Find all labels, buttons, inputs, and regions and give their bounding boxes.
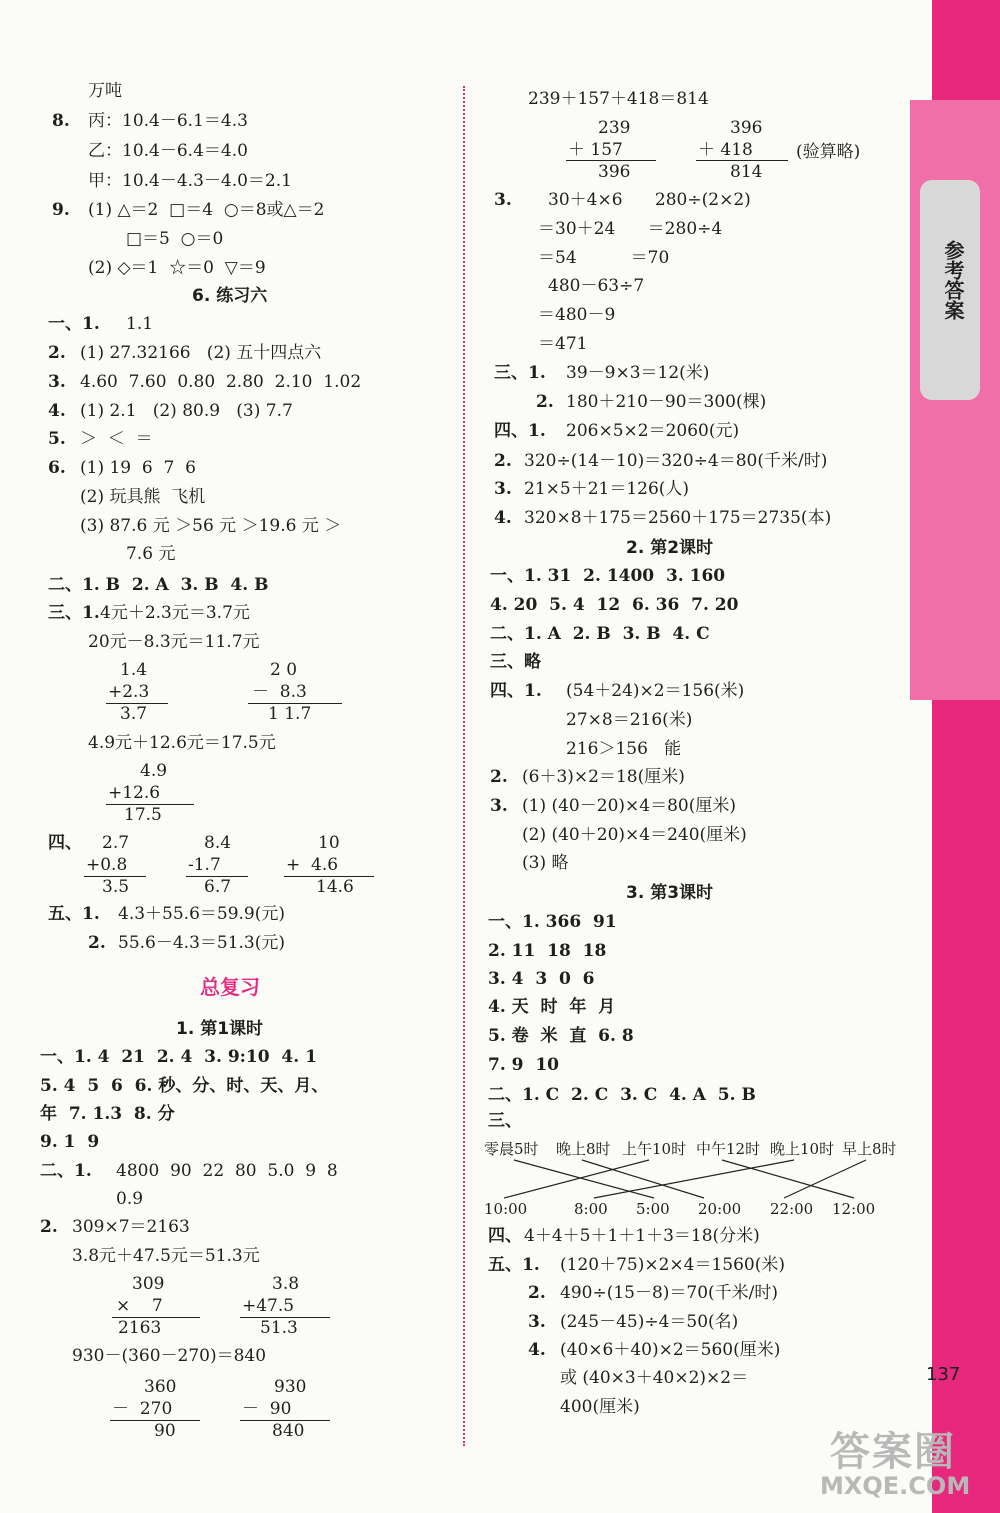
calc-row: 10 (318, 833, 340, 853)
text-line: ＝471 (538, 334, 588, 354)
text-line: 55.6－4.3＝51.3(元) (118, 933, 286, 953)
calc-row: 396 (730, 118, 763, 138)
item-number: 2. (490, 767, 508, 787)
match-bottom-label: 10:00 (484, 1200, 528, 1218)
text-line: 206×5×2＝2060(元) (566, 421, 740, 441)
match-top-label: 零晨5时 (484, 1140, 539, 1158)
text-line: (40×6＋40)×2＝560(厘米) (560, 1340, 781, 1360)
item-number: 2. (494, 451, 512, 471)
match-bottom-label: 5:00 (636, 1200, 670, 1218)
item-number: 2. (40, 1217, 58, 1237)
calc-row: － 90 (242, 1399, 292, 1419)
calc-row: 2.7 (102, 833, 130, 853)
text-line: 4.3＋55.6＝59.9(元) (118, 904, 286, 924)
text-line: 21×5＋21＝126(人) (524, 479, 690, 499)
calc-row: +12.6 (108, 783, 161, 803)
text-line: ＝30＋24 ＝280÷4 (538, 219, 723, 239)
calc-row: 360 (144, 1377, 177, 1397)
calc-row: +2.3 (108, 682, 150, 702)
calc-row: + 4.6 (286, 855, 339, 875)
text-line: 239＋157＋418＝814 (528, 89, 709, 109)
text-line: (2) (40＋20)×4＝240(厘米) (522, 825, 747, 845)
text-line: (120＋75)×2×4＝1560(米) (560, 1255, 785, 1275)
item-number: 2. (536, 392, 554, 412)
item-number: 三、1. (494, 363, 546, 383)
item-number: 4. (494, 508, 512, 528)
text-line: (54＋24)×2＝156(米) (566, 681, 745, 701)
text-line: (3) 略 (522, 853, 569, 873)
text-line: 一、1. 4 21 2. 4 3. 9:10 4. 1 (40, 1047, 317, 1067)
text-line: 或 (40×3＋40×2)×2＝ (560, 1368, 749, 1388)
text-line: 9. 1 9 (40, 1132, 100, 1152)
text-line: 4＋4＋5＋1＋1＋3＝18(分米) (524, 1226, 760, 1246)
match-top-label: 中午12时 (696, 1140, 761, 1158)
calc-result: 1 1.7 (268, 704, 312, 724)
text-line: 2. 11 18 18 (488, 941, 607, 961)
text-line: (1) (40－20)×4＝80(厘米) (522, 796, 736, 816)
text-line: 4.9元＋12.6元＝17.5元 (88, 733, 276, 753)
calc-result: 396 (598, 162, 631, 182)
side-tab-label: 参考答案 (941, 240, 965, 320)
calc-result: 814 (730, 162, 763, 182)
calc-row: +47.5 (242, 1296, 295, 1316)
item-number: 三、1. (48, 603, 100, 623)
text-line: (6＋3)×2＝18(厘米) (522, 767, 685, 787)
text-line: 年 7. 1.3 8. 分 (40, 1104, 175, 1124)
calc-result: 6.7 (204, 877, 232, 897)
calc-row: +0.8 (86, 855, 128, 875)
text-line: 309×7＝2163 (72, 1217, 190, 1237)
calc-result: 17.5 (124, 805, 162, 825)
text-line: ＝54 ＝70 (538, 248, 670, 268)
calc-row: 309 (132, 1274, 165, 1294)
text-line: 320÷(14－10)＝320÷4＝80(千米/时) (524, 451, 828, 471)
match-top-label: 晚上10时 (770, 1140, 835, 1158)
text-line: 万吨 (88, 81, 122, 101)
match-top-label: 晚上8时 (556, 1140, 611, 1158)
match-bottom-label: 22:00 (770, 1200, 814, 1218)
text-line: 甲：10.4－4.3－4.0＝2.1 (88, 171, 292, 191)
text-line: 5. 4 5 6 6. 秒、分、时、天、月、 (40, 1076, 329, 1096)
calc-row: 239 (598, 118, 631, 138)
text-line: 4元＋2.3元＝3.7元 (100, 603, 250, 623)
item-number: 3. (490, 796, 508, 816)
text-line: 4. 天 时 年 月 (488, 997, 616, 1017)
text-line: 0.9 (116, 1189, 144, 1209)
watermark-main: 答案圈 (830, 1429, 956, 1475)
item-number: 6. (48, 458, 66, 478)
text-line: 1.1 (126, 314, 154, 334)
item-number: 8. (52, 111, 70, 131)
text-line: 930－(360－270)＝840 (72, 1346, 267, 1366)
watermark-sub: MXQE.COM (820, 1472, 971, 1500)
text-line: 二、1. C 2. C 3. C 4. A 5. B (488, 1085, 756, 1105)
calc-result: 3.5 (102, 877, 130, 897)
text-line: 400(厘米) (560, 1397, 640, 1417)
calc-result: 3.7 (120, 704, 148, 724)
calc-row: 2 0 (270, 660, 298, 680)
text-line: 4.60 7.60 0.80 2.80 2.10 1.02 (80, 372, 362, 392)
calc-result: 14.6 (316, 877, 354, 897)
match-bottom-label: 8:00 (574, 1200, 608, 1218)
text-line: (1) 2.1 (2) 80.9 (3) 7.7 (80, 401, 293, 421)
item-number: 五、1. (488, 1255, 540, 1275)
item-number: 2. (528, 1283, 546, 1303)
text-line: 乙：10.4－6.4＝4.0 (88, 141, 248, 161)
item-number: 五、1. (48, 904, 100, 924)
column-divider (463, 86, 465, 1446)
match-bottom-label: 12:00 (832, 1200, 876, 1218)
text-line: 180＋210－90＝300(棵) (566, 392, 767, 412)
text-line: 3. 4 3 0 6 (488, 969, 595, 989)
text-line: (245－45)÷4＝50(名) (560, 1312, 739, 1332)
item-number: 四、1. (494, 421, 546, 441)
calc-row: 1.4 (120, 660, 148, 680)
match-bottom-label: 20:00 (698, 1200, 742, 1218)
text-line: ＝480－9 (538, 305, 616, 325)
section-heading: 1. 第1课时 (176, 1019, 264, 1039)
calc-row: 8.4 (204, 833, 232, 853)
item-number: 二、1. (40, 1161, 92, 1181)
calc-row: 4.9 (140, 761, 168, 781)
text-line: 490÷(15－8)＝70(千米/时) (560, 1283, 779, 1303)
text-line: 丙：10.4－6.1＝4.3 (88, 111, 248, 131)
text-line: (3) 87.6 元 ＞56 元 ＞19.6 元 ＞ (80, 516, 342, 536)
text-line: 27×8＝216(米) (566, 710, 693, 730)
item-number: 3. (494, 190, 512, 210)
text-line: 二、1. A 2. B 3. B 4. C (490, 624, 710, 644)
section-heading: 6. 练习六 (192, 286, 268, 306)
text-line: 7.6 元 (126, 544, 176, 564)
text-line: 7. 9 10 (488, 1055, 559, 1075)
text-line: (1) 27.32166 (2) 五十四点六 (80, 343, 322, 363)
item-number: 四、 (48, 833, 82, 853)
text-line: (1) 19 6 7 6 (80, 458, 196, 478)
match-top-label: 上午10时 (622, 1140, 687, 1158)
item-number: 4. (528, 1340, 546, 1360)
page-number: 137 (926, 1364, 961, 1385)
calc-row: 930 (274, 1377, 307, 1397)
watermark (820, 1420, 995, 1505)
calc-result: 90 (154, 1421, 176, 1441)
item-number: 3. (528, 1312, 546, 1332)
calc-result: 2163 (118, 1318, 162, 1338)
calc-row: 3.8 (272, 1274, 300, 1294)
text-line: ＞ ＜ ＝ (80, 429, 153, 449)
calc-result: 840 (272, 1421, 305, 1441)
item-number: 9. (52, 200, 70, 220)
item-number: 四、1. (490, 681, 542, 701)
calc-row: ＋ 418 (698, 140, 753, 160)
text-line: (1) △＝2 □＝4 ○＝8或△＝2 (88, 200, 325, 220)
text-line: 480－63÷7 (548, 276, 645, 296)
text-line: 5. 卷 米 直 6. 8 (488, 1026, 634, 1046)
matching-lines (484, 1158, 904, 1200)
calc-row: -1.7 (188, 855, 221, 875)
text-line: 一、1. 366 91 (488, 912, 617, 932)
text-line: 3.8元＋47.5元＝51.3元 (72, 1246, 260, 1266)
text-line: 30＋4×6 280÷(2×2) (548, 190, 751, 210)
text-line: (2) ◇＝1 ☆＝0 ▽＝9 (88, 258, 266, 278)
text-line: 4. 20 5. 4 12 6. 36 7. 20 (490, 595, 739, 615)
item-number: 2. (48, 343, 66, 363)
calc-row: × 7 (116, 1296, 163, 1316)
calc-row: ＋ 157 (568, 140, 623, 160)
text-line: 4800 90 22 80 5.0 9 8 (116, 1161, 338, 1181)
text-line: 一、1. 31 2. 1400 3. 160 (490, 566, 726, 586)
calc-row: － 270 (112, 1399, 173, 1419)
text-line: (验算略) (796, 142, 861, 162)
section-heading: 总复习 (200, 975, 260, 999)
text-line: 三、略 (490, 652, 541, 672)
item-number: 四、 (488, 1226, 522, 1246)
text-line: 320×8＋175＝2560＋175＝2735(本) (524, 508, 832, 528)
section-heading: 3. 第3课时 (626, 883, 714, 903)
match-top-label: 早上8时 (842, 1140, 897, 1158)
text-line: 二、1. B 2. A 3. B 4. B (48, 575, 269, 595)
item-number: 3. (494, 479, 512, 499)
item-number: 4. (48, 401, 66, 421)
section-heading: 2. 第2课时 (626, 538, 714, 558)
item-number: 5. (48, 429, 66, 449)
item-number: 2. (88, 933, 106, 953)
text-line: 39－9×3＝12(米) (566, 363, 710, 383)
text-line: 20元－8.3元＝11.7元 (88, 632, 260, 652)
calc-row: － 8.3 (252, 682, 307, 702)
text-line: 三、 (488, 1111, 522, 1131)
text-line: (2) 玩具熊 飞机 (80, 487, 206, 507)
item-number: 3. (48, 372, 66, 392)
item-number: 一、1. (48, 314, 100, 334)
text-line: 216＞156 能 (566, 739, 682, 759)
calc-result: 51.3 (260, 1318, 298, 1338)
text-line: □＝5 ○＝0 (126, 229, 224, 249)
